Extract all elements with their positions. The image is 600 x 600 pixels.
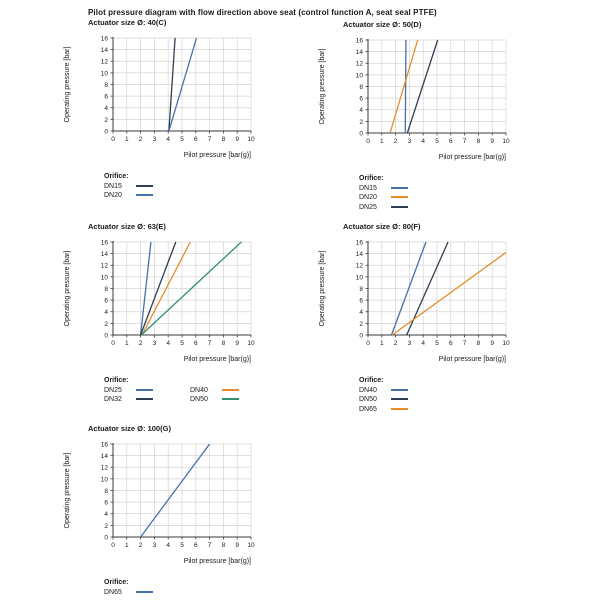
legend-column (104, 182, 190, 201)
x-tick-label: 10 (247, 340, 255, 347)
x-tick-label: 5 (180, 340, 184, 347)
chart-plot-area (55, 436, 310, 576)
y-axis-label: Operating pressure [bar] (64, 452, 71, 529)
y-tick-label: 8 (359, 285, 363, 293)
y-tick-label: 6 (104, 93, 108, 101)
legend-line-swatch (136, 185, 153, 187)
legend-column (104, 588, 190, 598)
x-tick-label: 1 (124, 542, 129, 549)
y-tick-label: 6 (359, 297, 363, 305)
y-tick-label: 8 (104, 285, 108, 293)
chart-actuator-100g (55, 424, 310, 600)
x-tick-label: 10 (502, 340, 510, 347)
legend-rows (104, 588, 310, 598)
legend-label: DN50 (190, 396, 208, 403)
y-tick-label: 10 (100, 70, 108, 78)
y-tick-label: 4 (104, 511, 108, 519)
legend-line-swatch (391, 206, 408, 208)
chart-canvas (55, 436, 305, 576)
x-tick-label: 1 (124, 136, 129, 143)
y-tick-label: 4 (104, 309, 108, 317)
x-tick-label: 3 (152, 340, 157, 347)
y-tick-label: 4 (359, 107, 363, 115)
x-tick-label: 7 (207, 136, 212, 143)
x-tick-label: 0 (111, 340, 115, 347)
y-tick-label: 2 (104, 522, 108, 530)
x-tick-labels (366, 340, 510, 347)
y-tick-label: 16 (355, 37, 363, 45)
chart-plot-area (55, 234, 310, 374)
x-tick-label: 3 (407, 138, 412, 145)
x-tick-label: 3 (407, 340, 412, 347)
x-tick-label: 7 (462, 138, 467, 145)
y-axis-label: Operating pressure [bar] (319, 48, 326, 125)
legend-rows (104, 386, 310, 405)
chart-canvas (310, 32, 560, 172)
x-tick-label: 0 (111, 136, 115, 143)
y-tick-label: 14 (100, 47, 108, 55)
chart-actuator-63e (55, 222, 310, 412)
legend-label: DN40 (359, 386, 377, 394)
y-axis-label: Operating pressure [bar] (319, 250, 326, 327)
x-tick-label: 2 (138, 136, 143, 143)
x-tick-label: 0 (366, 340, 370, 347)
legend-column (359, 184, 445, 213)
y-tick-labels (101, 441, 109, 541)
chart-canvas (310, 234, 560, 374)
y-tick-label: 12 (100, 262, 108, 270)
x-tick-label: 2 (393, 138, 398, 145)
y-tick-label: 2 (359, 118, 363, 126)
x-tick-label: 1 (379, 138, 384, 145)
x-tick-label: 7 (462, 340, 467, 347)
chart-legend (359, 174, 565, 212)
chart-title: Actuator size Ø: 50(D) (343, 20, 422, 29)
y-tick-label: 16 (355, 239, 363, 247)
x-axis-label: Pilot pressure [bar(g)] (183, 558, 251, 565)
y-tick-label: 2 (104, 116, 108, 124)
x-tick-label: 8 (476, 340, 481, 347)
x-tick-label: 4 (166, 340, 171, 347)
legend-row (359, 395, 445, 405)
y-tick-label: 2 (359, 320, 363, 328)
x-tick-label: 4 (166, 136, 171, 143)
y-axis-label: Operating pressure [bar] (64, 250, 71, 327)
x-tick-label: 1 (124, 340, 129, 347)
grid-lines (113, 242, 251, 335)
chart-actuator-80f (310, 222, 565, 412)
x-tick-label: 9 (490, 138, 495, 145)
legend-column (104, 386, 190, 405)
legend-rows (359, 386, 565, 415)
y-tick-labels (356, 239, 364, 339)
legend-label: DN15 (359, 184, 377, 192)
legend-line-swatch (136, 389, 153, 391)
y-axis-label: Operating pressure [bar] (64, 46, 71, 123)
legend-line-swatch (136, 591, 153, 593)
x-tick-labels (111, 136, 255, 143)
x-tick-label: 8 (221, 136, 226, 143)
x-tick-labels (111, 542, 255, 549)
legend-label: DN25 (104, 386, 122, 394)
x-tick-label: 3 (152, 136, 157, 143)
x-axis-label: Pilot pressure [bar(g)] (438, 356, 506, 363)
series-line-dn15 (405, 40, 406, 133)
x-tick-label: 1 (379, 340, 384, 347)
x-tick-label: 6 (193, 136, 198, 143)
x-tick-label: 0 (366, 138, 370, 145)
y-tick-label: 12 (355, 262, 363, 270)
x-tick-label: 9 (235, 340, 240, 347)
legend-row (190, 386, 276, 396)
y-tick-label: 10 (100, 274, 108, 282)
y-tick-label: 14 (100, 453, 108, 461)
y-tick-labels (101, 35, 109, 135)
legend-line-swatch (391, 187, 408, 189)
legend-column (359, 386, 445, 415)
x-tick-label: 9 (235, 542, 240, 549)
legend-line-swatch (391, 196, 408, 198)
x-tick-label: 7 (207, 340, 212, 347)
y-tick-label: 0 (359, 130, 363, 138)
x-tick-label: 5 (435, 340, 439, 347)
legend-row (104, 588, 190, 598)
chart-plot-area (310, 32, 565, 172)
legend-title: Orifice: (104, 579, 129, 586)
legend-row (104, 395, 190, 405)
x-tick-label: 5 (180, 542, 184, 549)
legend-line-swatch (391, 389, 408, 391)
grid-lines (113, 38, 251, 131)
legend-label: DN65 (359, 405, 377, 413)
chart-title: Actuator size Ø: 63(E) (88, 222, 166, 231)
y-tick-label: 6 (104, 297, 108, 305)
legend-title: Orifice: (104, 377, 129, 384)
y-tick-label: 0 (104, 332, 108, 340)
chart-actuator-50d (310, 20, 565, 210)
x-tick-label: 2 (393, 340, 398, 347)
page-title: Pilot pressure diagram with flow direction above seat (control function A, seat seal PTFE) (88, 8, 437, 17)
x-tick-label: 5 (180, 136, 184, 143)
legend-line-swatch (222, 389, 239, 391)
y-tick-label: 2 (104, 320, 108, 328)
legend-row (359, 203, 445, 213)
legend-row (359, 184, 445, 194)
y-tick-label: 16 (100, 441, 108, 449)
chart-legend (104, 172, 310, 201)
y-tick-label: 12 (355, 60, 363, 68)
y-tick-label: 0 (104, 534, 108, 542)
x-tick-label: 6 (193, 340, 198, 347)
chart-legend (104, 578, 310, 597)
x-tick-label: 8 (476, 138, 481, 145)
chart-legend (359, 376, 565, 414)
chart-plot-area (310, 234, 565, 374)
x-tick-label: 2 (138, 542, 143, 549)
x-tick-label: 4 (166, 542, 171, 549)
y-tick-label: 10 (355, 72, 363, 80)
legend-title: Orifice: (359, 377, 384, 384)
chart-legend (104, 376, 310, 405)
legend-row (104, 386, 190, 396)
y-tick-label: 6 (359, 95, 363, 103)
x-tick-label: 8 (221, 340, 226, 347)
grid-lines (368, 40, 506, 133)
y-tick-label: 16 (100, 35, 108, 43)
legend-label: DN50 (359, 396, 377, 403)
x-tick-labels (111, 340, 255, 347)
legend-rows (359, 184, 565, 213)
y-tick-label: 0 (104, 128, 108, 136)
chart-title: Actuator size Ø: 40(C) (88, 18, 167, 27)
legend-row (190, 395, 276, 405)
legend-label: DN40 (190, 386, 208, 394)
x-tick-label: 0 (111, 542, 115, 549)
x-tick-label: 10 (247, 542, 255, 549)
legend-rows (104, 182, 310, 201)
chart-title: Actuator size Ø: 80(F) (343, 222, 421, 231)
y-tick-label: 8 (104, 487, 108, 495)
legend-label: DN65 (104, 588, 122, 596)
x-tick-label: 10 (247, 136, 255, 143)
legend-title: Orifice: (359, 175, 384, 182)
y-tick-label: 10 (355, 274, 363, 282)
legend-line-swatch (136, 398, 153, 400)
x-axis-label: Pilot pressure [bar(g)] (438, 154, 506, 161)
legend-line-swatch (136, 194, 153, 196)
x-tick-label: 9 (235, 136, 240, 143)
x-tick-label: 9 (490, 340, 495, 347)
legend-line-swatch (222, 398, 239, 400)
chart-canvas (55, 234, 305, 374)
legend-label: DN20 (104, 192, 122, 199)
y-tick-label: 10 (100, 476, 108, 484)
x-tick-label: 8 (221, 542, 226, 549)
legend-label: DN25 (359, 203, 377, 211)
x-tick-label: 6 (448, 138, 453, 145)
x-tick-labels (366, 138, 510, 145)
chart-actuator-40c (55, 18, 310, 208)
legend-title: Orifice: (104, 173, 129, 180)
legend-row (359, 405, 445, 415)
legend-row (104, 191, 190, 201)
x-tick-label: 4 (421, 340, 426, 347)
y-tick-label: 14 (100, 251, 108, 259)
x-tick-label: 2 (138, 340, 143, 347)
legend-label: DN15 (104, 182, 122, 190)
legend-label: DN20 (359, 194, 377, 201)
chart-canvas (55, 30, 305, 170)
y-tick-label: 4 (104, 105, 108, 113)
y-tick-label: 12 (100, 464, 108, 472)
y-tick-label: 4 (359, 309, 363, 317)
grid-lines (113, 444, 251, 537)
legend-row (359, 193, 445, 203)
x-tick-label: 6 (193, 542, 198, 549)
x-tick-label: 7 (207, 542, 212, 549)
legend-line-swatch (391, 408, 408, 410)
legend-row (104, 182, 190, 192)
x-axis-label: Pilot pressure [bar(g)] (183, 152, 251, 159)
x-axis-label: Pilot pressure [bar(g)] (183, 356, 251, 363)
y-tick-labels (356, 37, 364, 137)
y-tick-label: 14 (355, 49, 363, 57)
y-tick-label: 0 (359, 332, 363, 340)
y-tick-label: 6 (104, 499, 108, 507)
chart-title: Actuator size Ø: 100(G) (88, 424, 171, 433)
legend-row (359, 386, 445, 396)
y-tick-label: 14 (355, 251, 363, 259)
y-tick-label: 12 (100, 58, 108, 66)
legend-column (190, 386, 276, 405)
x-tick-label: 6 (448, 340, 453, 347)
legend-line-swatch (391, 398, 408, 400)
y-tick-label: 8 (359, 83, 363, 91)
y-tick-label: 8 (104, 81, 108, 89)
y-tick-label: 16 (100, 239, 108, 247)
chart-plot-area (55, 30, 310, 170)
x-tick-label: 4 (421, 138, 426, 145)
grid-lines (368, 242, 506, 335)
legend-label: DN32 (104, 396, 122, 403)
x-tick-label: 10 (502, 138, 510, 145)
y-tick-labels (101, 239, 109, 339)
x-tick-label: 5 (435, 138, 439, 145)
x-tick-label: 3 (152, 542, 157, 549)
